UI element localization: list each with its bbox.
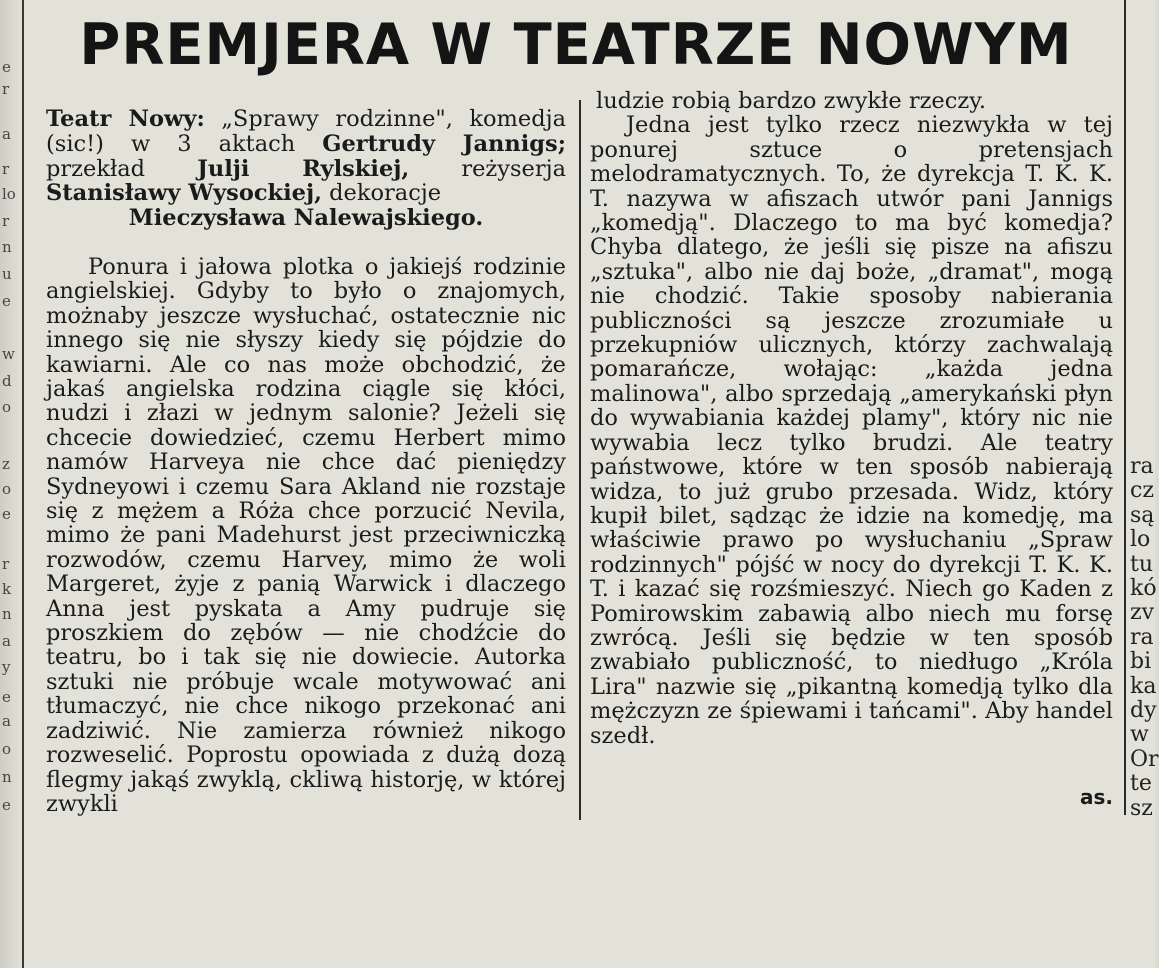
- edge-fragment: n: [2, 605, 12, 623]
- fragment-line: ka: [1130, 673, 1157, 699]
- article-column-right: [590, 89, 1113, 748]
- fragment-line: ra: [1130, 454, 1154, 479]
- edge-fragment: a: [2, 632, 11, 650]
- lead-text: przekład: [46, 155, 198, 182]
- fragment-line: tu: [1130, 551, 1154, 577]
- edge-fragment: e: [2, 292, 11, 310]
- lead-text: dekoracje: [321, 180, 442, 207]
- fragment-line: lo: [1130, 527, 1151, 553]
- lead-translator: Julji Rylskiej,: [197, 155, 410, 182]
- adjacent-column-fragment: [1130, 454, 1159, 821]
- edge-fragment: e: [2, 505, 11, 523]
- lead-text: reżyserja: [409, 155, 567, 182]
- author-signature: as.: [1080, 785, 1113, 809]
- edge-fragment: lo: [2, 185, 16, 203]
- lead-author: Gertrudy Jannigs;: [322, 130, 566, 157]
- edge-fragment: a: [2, 712, 11, 730]
- article-paragraph-continued: ludzie robią bardzo zwykłe rzeczy.: [596, 88, 987, 114]
- fragment-line: Or: [1130, 746, 1159, 772]
- edge-fragment: e: [2, 796, 11, 814]
- fragment-line: dy: [1130, 698, 1157, 724]
- edge-fragment: a: [2, 125, 11, 143]
- fragment-line: są: [1130, 502, 1155, 528]
- fragment-line: w: [1130, 722, 1149, 748]
- column-divider-right: [1124, 0, 1126, 815]
- edge-fragment: u: [2, 265, 12, 283]
- adjacent-page-edge: [0, 0, 24, 968]
- article-column-left: [46, 107, 566, 816]
- fragment-line: zv: [1130, 600, 1155, 626]
- column-divider: [579, 100, 581, 820]
- fragment-line: cz: [1130, 478, 1154, 504]
- edge-fragment: d: [2, 372, 12, 390]
- edge-fragment: o: [2, 480, 12, 498]
- edge-fragment: r: [2, 160, 10, 178]
- edge-fragment: y: [2, 658, 11, 676]
- lead-text: „Sprawy rodzinne", komedja (sic!) w 3 aktach: [46, 106, 566, 157]
- fragment-line: te: [1130, 771, 1152, 797]
- article-paragraph: Ponura i jałowa plotka o jakiejś rodzinie angielskiej. Gdyby to było o znajomych, możnaby jeszcze wysłuchać, ostatecznie nic innego się nie słyszy kiedy się pójdzie do kawiarni. Ale co nas może obchodzić, że jakaś angielska rodzina ciągle się kłóci, nudzi i złazi w jednym salonie? Jeżeli się chcecie dowiedzieć, czemu Herbert mimo namów Harveya nie chce dać pieniędzy Sydneyowi i czemu Sara Akland nie rozstaje się z mężem a Róża chce porzucić Nevila, mimo że pani Madehurst jest przeciwniczką rozwodów, czemu Harvey, mimo że woli Margeret, żyje z panią Warwick i dlaczego Anna jest pyskata a Amy pudruje się proszkiem do zębów — nie chodźcie do teatru, bo i tak się nie dowiecie. Autorka sztuki nie próbuje wcale motywować ani tłumaczyć, nie chce nikogo przekonać ani zadziwić. Nie zamierza również nikogo rozweselić. Poprostu opowiada z dużą dozą flegmy jakąś zwyklą, ckliwą historję, w której zwykli: [46, 253, 566, 817]
- edge-fragment: z: [2, 455, 10, 473]
- edge-fragment: n: [2, 238, 12, 256]
- edge-fragment: e: [2, 688, 11, 706]
- fragment-line: kó: [1130, 576, 1157, 602]
- edge-fragment: w: [2, 345, 15, 363]
- lead-designer: Mieczysława Nalewajskiego.: [128, 205, 484, 232]
- edge-fragment: r: [2, 212, 10, 230]
- fragment-line: bi: [1130, 649, 1152, 675]
- lead-director: Stanisławy Wysockiej,: [46, 180, 322, 207]
- article-lead: [46, 107, 566, 231]
- edge-fragment: k: [2, 580, 12, 598]
- edge-fragment: e: [2, 58, 11, 76]
- edge-fragment: n: [2, 768, 12, 786]
- edge-fragment: r: [2, 80, 10, 98]
- article-paragraph: Jedna jest tylko rzecz niezwykła w tej ponurej sztuce o pretensjach melodramatycznych. To, że dyrekcja T. K. K. T. nazywa w afiszach utwór pani Jannigs „komedją". Dlaczego to ma być komedja? Chyba dlatego, że jeśli się pisze na afiszu „sztuka", albo nie daj boże, „dramat", mogą nie chodzić. Takie sposoby nabierania publiczności są jeszcze zrozumiałe u przekupniów ulicznych, którzy zachwalają pomarańcze, wołając: „każda jedna malinowa", albo sprzedają „amerykański płyn do wywabiania każdej plamy", który nic nie wywabia lecz tylko brudzi. Ale teatry państwowe, które w ten sposób nabierają widza, to już grubo przesada. Widz, który kupił bilet, sądząc że idzie na komedję, ma właściwie prawo po wysłuchaniu „Spraw rodzinnych" pójść w nocy do dyrekcji T. K. K. T. i kazać się rozśmieszyć. Niech go Kaden z Pomirowskim zabawią albo niech mu forsę zwrócą. Jeśli się będzie w ten sposób zwabiało publiczność, to niedługo „Króla Lira" nazwie się „pikantną komedją tylko dla mężczyzn ze śpiewami i tańcami". Aby handel szedł.: [590, 112, 1113, 749]
- edge-fragment: o: [2, 398, 12, 416]
- article-headline: PREMJERA W TEATRZE NOWYM: [79, 12, 1073, 78]
- edge-fragment: r: [2, 555, 10, 573]
- fragment-line: ra: [1130, 624, 1154, 650]
- edge-fragment: o: [2, 740, 12, 758]
- lead-theatre: Teatr Nowy:: [46, 106, 205, 132]
- fragment-line: sz: [1130, 795, 1153, 821]
